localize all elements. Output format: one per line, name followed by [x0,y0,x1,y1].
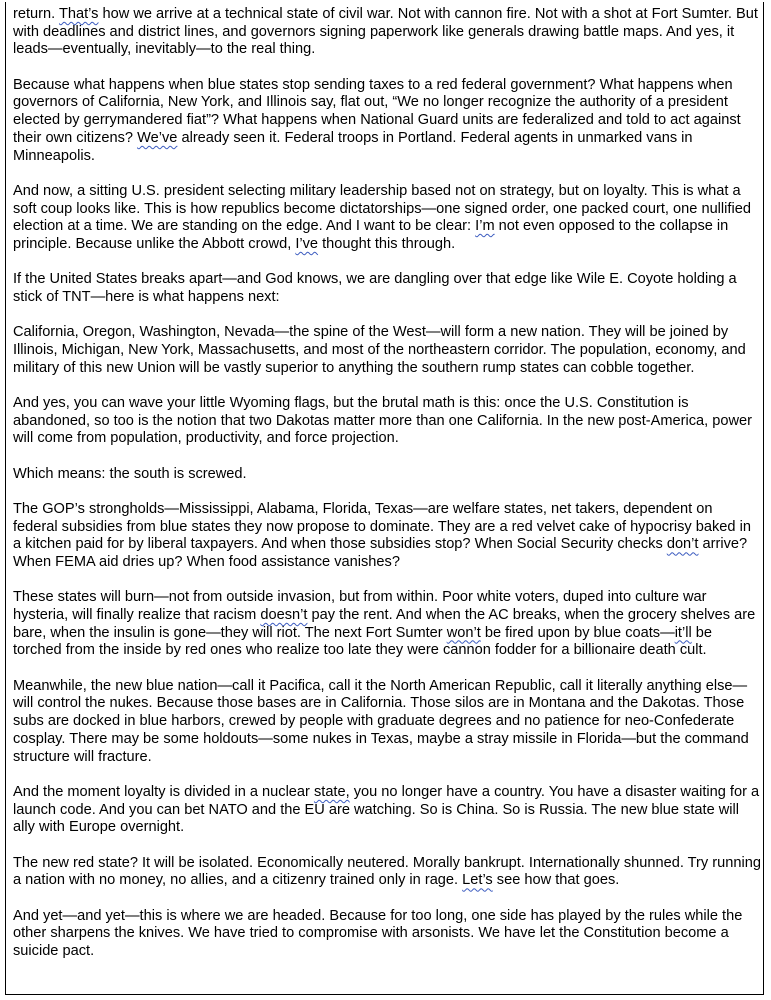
spell-flagged-word: don’t [666,536,699,553]
paragraph [13,6,761,59]
paragraph [13,784,761,837]
paragraph [13,271,761,306]
spell-flagged-word: doesn’t [260,607,308,624]
text-run: The GOP’s strongholds—Mississippi, Alabama, Florida, Texas—are welfare states, net takers, dependent on federal subsidies from blue states they now propose to dominate. They are a red velvet cake of hypocrisy baked in a kitchen paid for by liberal taxpayers. And when those subsidies stop? When Social Security checks [13,500,751,553]
document-page [5,2,764,995]
text-run: see how that goes. [492,872,620,889]
paragraph [13,855,761,890]
paragraph [13,324,761,377]
paragraph [13,501,761,572]
paragraph [13,77,761,166]
text-run: And now, a sitting U.S. president selecting military leadership based not on strategy, but on loyalty. This is what a soft coup looks like. This is how republics become dictatorships—one signed order, one packed court, one nullified election at a time. We are standing on the edge. And I want to be clear: [13,182,751,235]
text-run: how we arrive at a technical state of civil war. Not with cannon fire. Not with a shot at Fort Sumter. But with deadlines and district lines, and governors signing paperwork like generals drawing battle maps. And yes, it leads—eventually, inevitably—to the real thing. [13,6,758,58]
text-run: thought this through. [318,235,456,252]
spell-flagged-word: I’ve [295,235,319,252]
text-run: And yet—and yet—this is where we are headed. Because for too long, one side has played by the rules while the other sharpens the knives. We have tried to compromise with arsonists. We have let the Constitution become a suicide pact. [13,907,743,959]
spell-flagged-word: That’s [58,6,99,22]
text-run: pay the rent. And when the AC breaks, when the grocery shelves are bare, when the insulin is gone—they will riot. The next Fort Sumter [13,607,756,641]
text-run: already seen it. Federal troops in Portland. Federal agents in unmarked vans in Minneapolis. [13,129,693,164]
text-run: And yes, you can wave your little Wyoming flags, but the brutal math is this: once the U.S. Constitution is abandoned, so too is the notion that two Dakotas matter more than one California. In the new post-America, power will come from population, productivity, and force projection. [13,394,753,447]
spell-flagged-word: it’ll [674,624,692,641]
paragraph [13,678,761,767]
text-run: you no longer have a country. You have a disaster waiting for a launch code. And you can bet NATO and the EU are watching. So is China. So is Russia. The new blue state will ally with Europe overnight. [13,783,760,836]
text-run: be fired upon by blue coats— [480,624,675,641]
paragraph [13,908,761,961]
paragraph [13,589,761,660]
text-run: Meanwhile, the new blue nation—call it Pacifica, call it the North American Republic, call it literally anything else—will control the nukes. Because those bases are in California. Those silos are in Montana and the Dakotas. Those subs are docked in blue harbors, crewed by people with graduate degrees and no patience for neo-Confederate cosplay. There may be some holdouts—some nukes in Texas, maybe a stray missile in Florida—but the command structure will fracture. [13,677,749,765]
spell-flagged-word: I’m [475,218,495,235]
text-run: California, Oregon, Washington, Nevada—the spine of the West—will form a new nation. They will be joined by Illinois, Michigan, New York, Massachusetts, and most of the northeastern corridor. The population, economy, and military of this new Union will be vastly superior to anything the southern rump states can cobble together. [13,324,746,376]
text-run: be torched from the inside by red ones who realize too late they were cannon fodder for a billionaire death cult. [13,624,713,659]
grammar-flagged-word: state, [313,783,350,800]
text-run: Which means: the south is screwed. [13,465,247,482]
text-run: arrive? When FEMA aid dries up? When food assistance vanishes? [13,536,748,571]
paragraph [13,466,761,484]
text-run: not even opposed to the collapse in principle. Because unlike the Abbott crowd, [13,218,729,252]
document-body [13,6,761,978]
text-run: And the moment loyalty is divided in a nuclear [13,783,314,800]
text-run: If the United States breaks apart—and God knows, we are dangling over that edge like Wile E. Coyote holding a stick of TNT—here is what happens next: [13,271,737,305]
paragraph [13,183,761,254]
text-run: Because what happens when blue states stop sending taxes to a red federal government? What happens when governors of California, New York, and Illinois say, flat out, “We no longer recognize the authority of a president elected by gerrymandered fiat”? What happens when National Guard units are federalized and told to act against their own citizens? [13,76,741,146]
text-run: The new red state? It will be isolated. Economically neutered. Morally bankrupt. Internationally shunned. Try running a nation with no money, no allies, and a citizenry trained only in rage. [13,854,761,889]
spell-flagged-word: won’t [446,624,481,641]
paragraph [13,395,761,448]
text-run: return. [13,6,59,22]
text-run: These states will burn—not from outside invasion, but from within. Poor white voters, duped into culture war hysteria, will finally realize that racism [13,589,707,624]
spell-flagged-word: We’ve [137,129,178,146]
spell-flagged-word: Let’s [462,872,493,889]
